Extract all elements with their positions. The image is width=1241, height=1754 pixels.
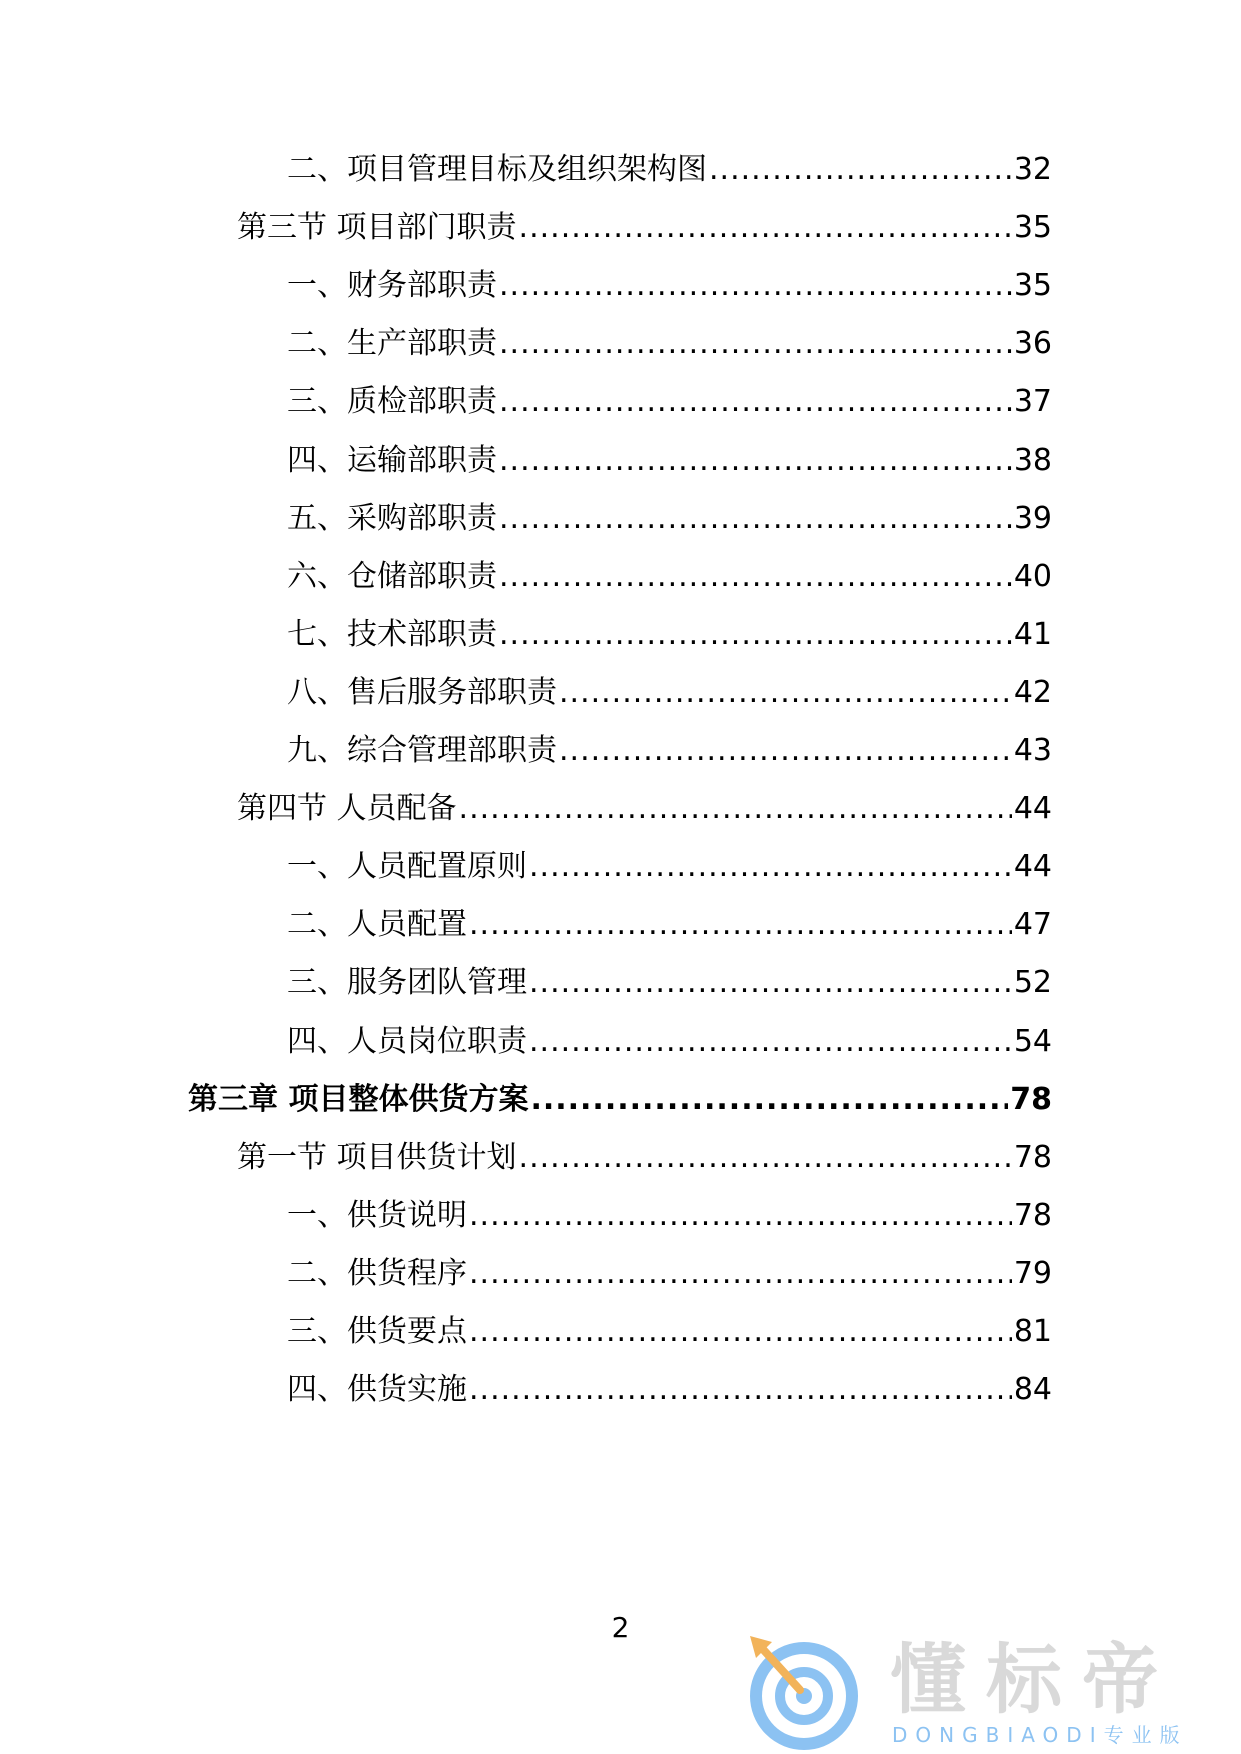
toc-leader-dots (529, 959, 1012, 1007)
toc-entry[interactable] (287, 495, 1052, 543)
toc-entry[interactable] (287, 727, 1052, 775)
toc-leader-dots (559, 669, 1012, 717)
toc-entry[interactable] (287, 1192, 1052, 1240)
toc-entry[interactable] (287, 262, 1052, 310)
toc-leader-dots (499, 262, 1012, 310)
toc-entry-title: 三、服务团队管理 (287, 965, 527, 1001)
toc-entry[interactable] (237, 1134, 1052, 1182)
toc-leader-dots (499, 495, 1012, 543)
toc-entry-page: 39 (1013, 500, 1052, 536)
toc-leader-dots (499, 553, 1012, 601)
watermark-subtitle: DONGBIAODI专业版 (892, 1723, 1188, 1747)
toc-entry-page: 35 (1013, 268, 1052, 304)
toc-entry-page: 79 (1013, 1255, 1052, 1291)
toc-entry-page: 41 (1013, 616, 1052, 652)
toc-entry-title: 五、采购部职责 (287, 500, 497, 536)
toc-leader-dots (499, 611, 1012, 659)
toc-leader-dots (469, 1308, 1012, 1356)
watermark-brand: 懂标帝 (890, 1635, 1178, 1724)
toc-leader-dots (469, 1250, 1012, 1298)
toc-leader-dots (529, 843, 1012, 891)
toc-entry[interactable] (287, 1308, 1052, 1356)
toc-entry-page: 43 (1013, 733, 1052, 768)
watermark (742, 1632, 1212, 1750)
toc-entry[interactable] (287, 320, 1052, 368)
toc-entry[interactable] (188, 1076, 1052, 1124)
toc-entry-title: 一、供货说明 (287, 1197, 467, 1233)
toc-entry[interactable] (287, 1366, 1052, 1414)
toc-entry-title: 四、运输部职责 (287, 442, 497, 478)
toc-leader-dots (499, 437, 1012, 485)
toc-entry-title: 三、质检部职责 (287, 384, 497, 420)
toc-entry-title: 六、仓储部职责 (287, 558, 497, 594)
toc-entry[interactable] (287, 959, 1052, 1007)
toc-entry-page: 84 (1013, 1372, 1052, 1408)
toc-entry[interactable] (237, 204, 1052, 252)
toc-leader-dots (499, 320, 1012, 368)
toc-leader-dots (469, 1366, 1012, 1414)
toc-entry-page: 38 (1013, 442, 1052, 478)
toc-entry-page: 78 (1013, 1197, 1052, 1233)
toc-entry-title: 八、售后服务部职责 (287, 674, 557, 710)
toc-entry[interactable] (287, 437, 1052, 485)
toc-entry-title: 三、供货要点 (287, 1314, 467, 1349)
toc-leader-dots (469, 1192, 1012, 1240)
toc-entry-page: 35 (1013, 210, 1052, 246)
toc-entry-title: 九、综合管理部职责 (287, 733, 557, 768)
toc-entry-title: 第三节 项目部门职责 (237, 210, 517, 246)
target-arrow-icon (742, 1632, 862, 1750)
toc-entry-title: 二、生产部职责 (287, 326, 497, 362)
toc-entry-title: 第四节 人员配备 (237, 791, 457, 827)
toc-entry-title: 四、人员岗位职责 (287, 1023, 527, 1059)
toc-entry-page: 47 (1013, 907, 1052, 943)
toc-leader-dots (499, 378, 1012, 426)
page-number: 2 (611, 1611, 630, 1644)
toc-entry-page: 81 (1013, 1314, 1052, 1349)
toc-entry[interactable] (287, 1250, 1052, 1298)
toc-entry-title: 二、供货程序 (287, 1255, 467, 1291)
toc-entry-page: 78 (1013, 1139, 1052, 1175)
toc-entry-title: 四、供货实施 (287, 1372, 467, 1408)
toc-entry-title: 二、项目管理目标及组织架构图 (287, 152, 707, 187)
toc-leader-dots (469, 901, 1012, 949)
toc-entry-title: 七、技术部职责 (287, 616, 497, 652)
toc-entry[interactable] (287, 901, 1052, 949)
toc-entry-title: 一、财务部职责 (287, 268, 497, 304)
toc-entry-title: 一、人员配置原则 (287, 849, 527, 885)
toc-entry[interactable] (287, 378, 1052, 426)
toc-entry-page: 44 (1013, 791, 1052, 827)
toc-entry[interactable] (287, 146, 1052, 194)
toc-leader-dots (709, 146, 1012, 194)
toc-entry[interactable] (287, 1018, 1052, 1066)
toc-entry-page: 40 (1013, 558, 1052, 594)
toc-entry-page: 36 (1013, 326, 1052, 362)
toc-leader-dots (519, 1134, 1012, 1182)
toc-leader-dots (559, 727, 1012, 775)
toc-entry[interactable] (287, 611, 1052, 659)
toc-leader-dots (530, 1076, 1008, 1124)
toc-entry[interactable] (287, 553, 1052, 601)
toc-entry-page: 52 (1013, 965, 1052, 1001)
toc-entry-page: 54 (1013, 1023, 1052, 1059)
toc-entry-page: 78 (1010, 1081, 1052, 1117)
toc-leader-dots (519, 204, 1012, 252)
toc-leader-dots (459, 785, 1012, 833)
toc-entry-title: 二、人员配置 (287, 907, 467, 943)
toc-leader-dots (529, 1018, 1012, 1066)
toc-entry-page: 42 (1013, 674, 1052, 710)
toc-entry-page: 37 (1013, 384, 1052, 420)
toc-entry[interactable] (287, 843, 1052, 891)
toc-entry-page: 44 (1013, 849, 1052, 885)
toc-entry-title: 第三章 项目整体供货方案 (188, 1081, 529, 1117)
toc-entry-page: 32 (1013, 152, 1052, 187)
toc-entry-title: 第一节 项目供货计划 (237, 1139, 517, 1175)
toc-entry[interactable] (237, 785, 1052, 833)
toc-entry[interactable] (287, 669, 1052, 717)
